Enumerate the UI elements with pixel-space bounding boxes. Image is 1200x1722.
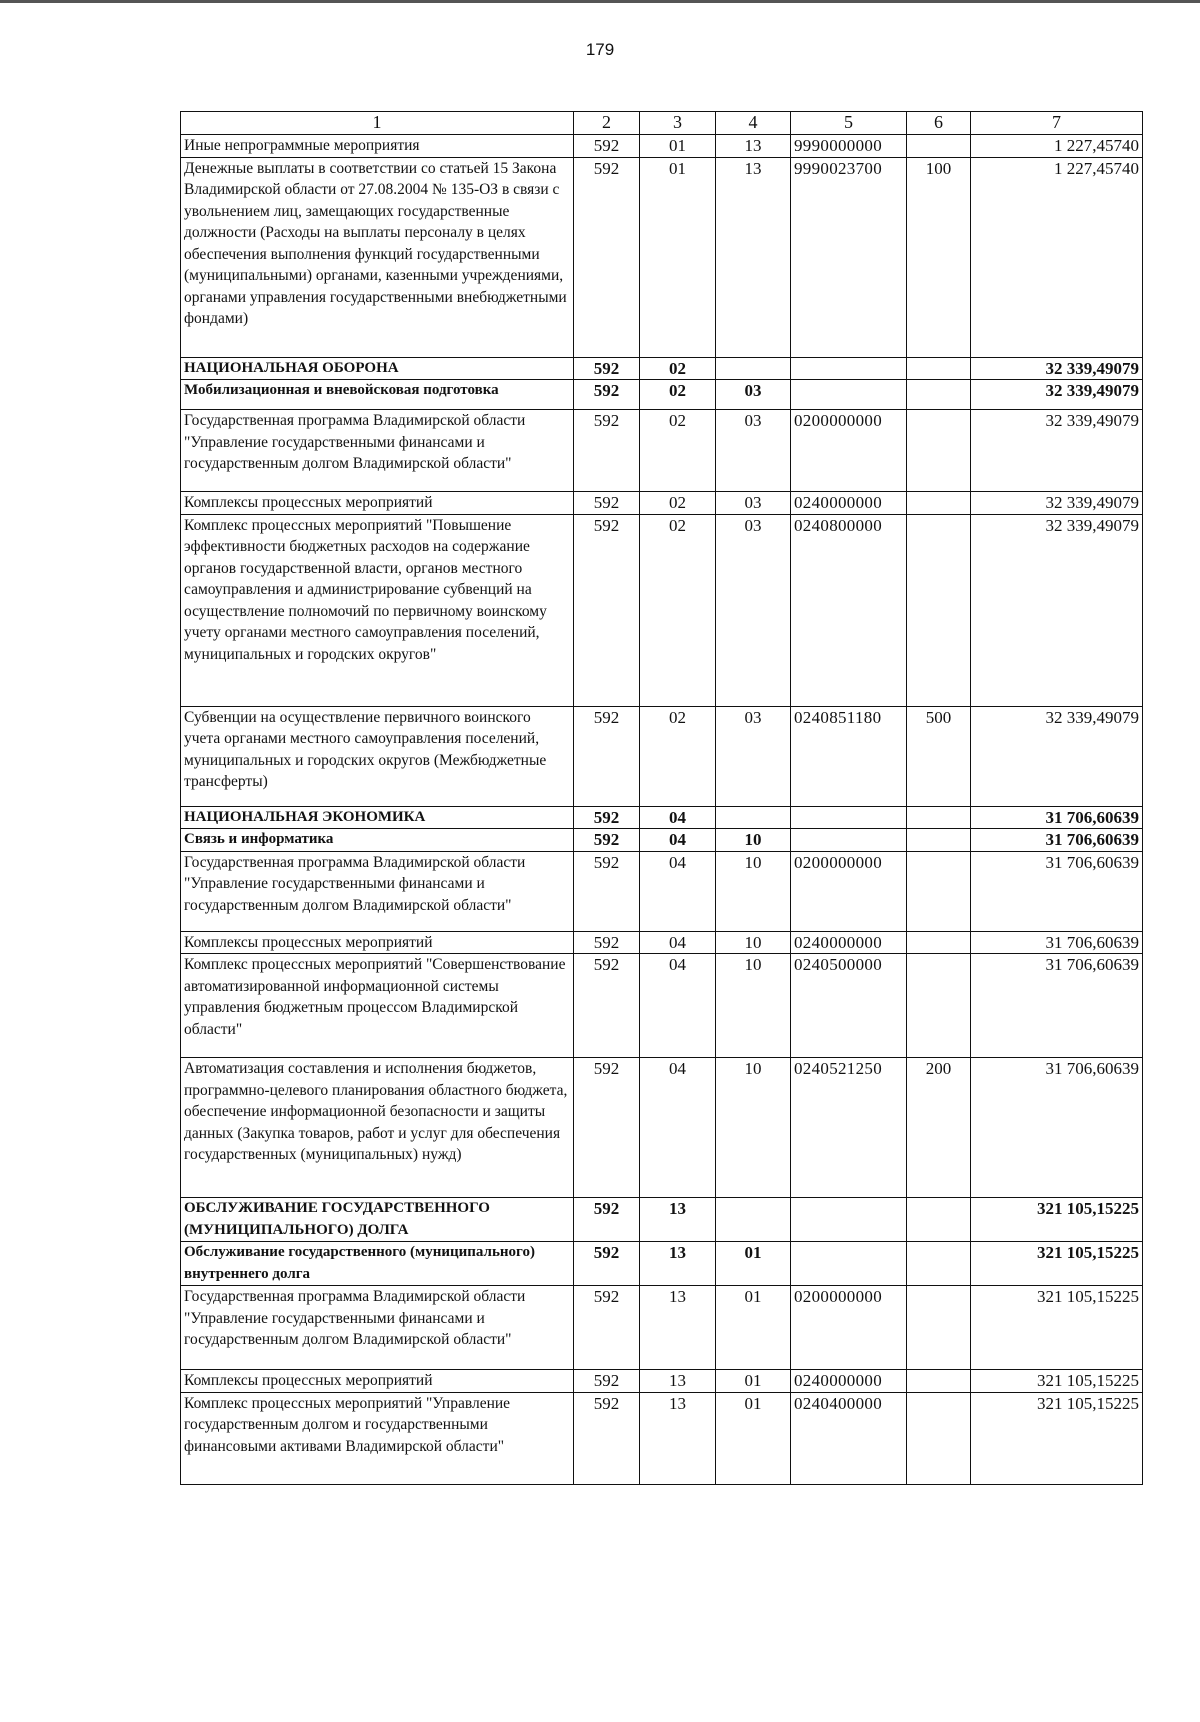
expense-type-code-cell <box>907 410 971 492</box>
section-code-cell: 02 <box>640 492 716 515</box>
amount-cell: 32 339,49079 <box>971 410 1143 492</box>
section-code-cell: 04 <box>640 851 716 931</box>
item-name-cell: НАЦИОНАЛЬНАЯ ОБОРОНА <box>181 357 574 380</box>
expense-type-code-cell <box>907 514 971 706</box>
section-code-cell: 02 <box>640 706 716 806</box>
section-code-cell: 13 <box>640 1198 716 1242</box>
expense-type-code-cell <box>907 954 971 1058</box>
section-code-cell: 04 <box>640 806 716 829</box>
amount-cell: 31 706,60639 <box>971 829 1143 852</box>
target-article-code-cell: 9990000000 <box>791 135 907 158</box>
target-article-code-cell: 0240851180 <box>791 706 907 806</box>
subsection-code-cell: 01 <box>716 1286 791 1370</box>
section-code-cell: 04 <box>640 954 716 1058</box>
section-code-cell: 02 <box>640 357 716 380</box>
expense-type-code-cell <box>907 135 971 158</box>
table-row <box>181 357 1143 380</box>
target-article-code-cell: 0240800000 <box>791 514 907 706</box>
table-row <box>181 514 1143 706</box>
target-article-code-cell: 0200000000 <box>791 410 907 492</box>
item-name-cell: ОБСЛУЖИВАНИЕ ГОСУДАРСТВЕННОГО (МУНИЦИПАЛЬНОГО) ДОЛГА <box>181 1198 574 1242</box>
subsection-code-cell: 03 <box>716 492 791 515</box>
amount-cell: 31 706,60639 <box>971 954 1143 1058</box>
expense-type-code-cell <box>907 492 971 515</box>
subsection-code-cell: 13 <box>716 135 791 158</box>
table-row <box>181 1286 1143 1370</box>
table-row <box>181 492 1143 515</box>
target-article-code-cell: 9990023700 <box>791 157 907 357</box>
column-header: 5 <box>791 112 907 135</box>
subsection-code-cell: 03 <box>716 514 791 706</box>
expense-type-code-cell: 200 <box>907 1058 971 1198</box>
subsection-code-cell: 03 <box>716 410 791 492</box>
section-code-cell: 04 <box>640 829 716 852</box>
section-code-cell: 02 <box>640 514 716 706</box>
amount-cell: 32 339,49079 <box>971 380 1143 410</box>
target-article-code-cell: 0200000000 <box>791 1286 907 1370</box>
section-code-cell: 01 <box>640 135 716 158</box>
grbs-code-cell: 592 <box>574 492 640 515</box>
subsection-code-cell: 10 <box>716 829 791 852</box>
expense-type-code-cell <box>907 806 971 829</box>
section-code-cell: 13 <box>640 1242 716 1286</box>
amount-cell: 32 339,49079 <box>971 706 1143 806</box>
item-name-cell: Обслуживание государственного (муниципального) внутреннего долга <box>181 1242 574 1286</box>
table-row <box>181 135 1143 158</box>
table-row <box>181 1198 1143 1242</box>
amount-cell: 32 339,49079 <box>971 514 1143 706</box>
amount-cell: 31 706,60639 <box>971 1058 1143 1198</box>
table-row <box>181 1370 1143 1393</box>
grbs-code-cell: 592 <box>574 1286 640 1370</box>
column-header: 2 <box>574 112 640 135</box>
expense-type-code-cell <box>907 1198 971 1242</box>
budget-table <box>180 111 1143 1485</box>
target-article-code-cell: 0240500000 <box>791 954 907 1058</box>
grbs-code-cell: 592 <box>574 514 640 706</box>
amount-cell: 31 706,60639 <box>971 931 1143 954</box>
expense-type-code-cell <box>907 851 971 931</box>
item-name-cell: Государственная программа Владимирской области "Управление государственными финансами и государственным долгом Владимирской области" <box>181 851 574 931</box>
section-code-cell: 02 <box>640 410 716 492</box>
expense-type-code-cell <box>907 1370 971 1393</box>
grbs-code-cell: 592 <box>574 1198 640 1242</box>
grbs-code-cell: 592 <box>574 1392 640 1484</box>
item-name-cell: Комплексы процессных мероприятий <box>181 492 574 515</box>
expense-type-code-cell <box>907 1286 971 1370</box>
item-name-cell: Государственная программа Владимирской области "Управление государственными финансами и государственным долгом Владимирской области" <box>181 410 574 492</box>
column-header: 4 <box>716 112 791 135</box>
item-name-cell: Мобилизационная и вневойсковая подготовка <box>181 380 574 410</box>
amount-cell: 32 339,49079 <box>971 357 1143 380</box>
expense-type-code-cell <box>907 931 971 954</box>
column-header: 7 <box>971 112 1143 135</box>
subsection-code-cell: 03 <box>716 380 791 410</box>
section-code-cell: 13 <box>640 1392 716 1484</box>
item-name-cell: Комплексы процессных мероприятий <box>181 931 574 954</box>
target-article-code-cell: 0200000000 <box>791 851 907 931</box>
table-row <box>181 1058 1143 1198</box>
item-name-cell: Автоматизация составления и исполнения бюджетов, программно-целевого планирования областного бюджета, обеспечение информационной безопасности и защиты данных (Закупка товаров, работ и услуг для обеспечения государственных (муниципальных) нужд) <box>181 1058 574 1198</box>
target-article-code-cell: 0240400000 <box>791 1392 907 1484</box>
column-header: 1 <box>181 112 574 135</box>
subsection-code-cell: 01 <box>716 1370 791 1393</box>
section-code-cell: 02 <box>640 380 716 410</box>
grbs-code-cell: 592 <box>574 829 640 852</box>
grbs-code-cell: 592 <box>574 1370 640 1393</box>
amount-cell: 321 105,15225 <box>971 1370 1143 1393</box>
target-article-code-cell <box>791 1242 907 1286</box>
grbs-code-cell: 592 <box>574 954 640 1058</box>
column-header: 3 <box>640 112 716 135</box>
amount-cell: 321 105,15225 <box>971 1198 1143 1242</box>
table-row <box>181 706 1143 806</box>
amount-cell: 32 339,49079 <box>971 492 1143 515</box>
section-code-cell: 04 <box>640 1058 716 1198</box>
table-row <box>181 851 1143 931</box>
grbs-code-cell: 592 <box>574 380 640 410</box>
table-row <box>181 410 1143 492</box>
subsection-code-cell: 13 <box>716 157 791 357</box>
expense-type-code-cell <box>907 357 971 380</box>
column-header: 6 <box>907 112 971 135</box>
table-row <box>181 1242 1143 1286</box>
amount-cell: 321 105,15225 <box>971 1286 1143 1370</box>
target-article-code-cell: 0240521250 <box>791 1058 907 1198</box>
item-name-cell: Комплекс процессных мероприятий "Совершенствование автоматизированной информационной системы управления бюджетным процессом Владимирской области" <box>181 954 574 1058</box>
target-article-code-cell: 0240000000 <box>791 492 907 515</box>
section-code-cell: 04 <box>640 931 716 954</box>
page-number: 179 <box>585 40 615 59</box>
subsection-code-cell <box>716 1198 791 1242</box>
amount-cell: 31 706,60639 <box>971 806 1143 829</box>
target-article-code-cell <box>791 380 907 410</box>
table-row <box>181 954 1143 1058</box>
subsection-code-cell: 10 <box>716 851 791 931</box>
subsection-code-cell: 10 <box>716 1058 791 1198</box>
grbs-code-cell: 592 <box>574 157 640 357</box>
subsection-code-cell: 01 <box>716 1392 791 1484</box>
table-row <box>181 806 1143 829</box>
subsection-code-cell: 01 <box>716 1242 791 1286</box>
table-body <box>181 112 1143 1485</box>
scan-edge-top <box>0 0 1200 3</box>
section-code-cell: 01 <box>640 157 716 357</box>
expense-type-code-cell <box>907 1392 971 1484</box>
table-row <box>181 380 1143 410</box>
grbs-code-cell: 592 <box>574 357 640 380</box>
grbs-code-cell: 592 <box>574 706 640 806</box>
expense-type-code-cell: 100 <box>907 157 971 357</box>
amount-cell: 321 105,15225 <box>971 1392 1143 1484</box>
target-article-code-cell <box>791 357 907 380</box>
amount-cell: 321 105,15225 <box>971 1242 1143 1286</box>
grbs-code-cell: 592 <box>574 1058 640 1198</box>
item-name-cell: Государственная программа Владимирской области "Управление государственными финансами и государственным долгом Владимирской области" <box>181 1286 574 1370</box>
amount-cell: 1 227,45740 <box>971 135 1143 158</box>
grbs-code-cell: 592 <box>574 931 640 954</box>
amount-cell: 31 706,60639 <box>971 851 1143 931</box>
section-code-cell: 13 <box>640 1286 716 1370</box>
expense-type-code-cell <box>907 380 971 410</box>
expense-type-code-cell: 500 <box>907 706 971 806</box>
target-article-code-cell: 0240000000 <box>791 931 907 954</box>
subsection-code-cell: 10 <box>716 931 791 954</box>
item-name-cell: НАЦИОНАЛЬНАЯ ЭКОНОМИКА <box>181 806 574 829</box>
amount-cell: 1 227,45740 <box>971 157 1143 357</box>
subsection-code-cell <box>716 806 791 829</box>
target-article-code-cell: 0240000000 <box>791 1370 907 1393</box>
subsection-code-cell: 03 <box>716 706 791 806</box>
grbs-code-cell: 592 <box>574 806 640 829</box>
table-header-row <box>181 112 1143 135</box>
item-name-cell: Комплекс процессных мероприятий "Управление государственным долгом и государственными финансовыми активами Владимирской области" <box>181 1392 574 1484</box>
subsection-code-cell: 10 <box>716 954 791 1058</box>
grbs-code-cell: 592 <box>574 1242 640 1286</box>
table-row <box>181 829 1143 852</box>
table-row <box>181 931 1143 954</box>
target-article-code-cell <box>791 806 907 829</box>
subsection-code-cell <box>716 357 791 380</box>
grbs-code-cell: 592 <box>574 410 640 492</box>
item-name-cell: Комплексы процессных мероприятий <box>181 1370 574 1393</box>
grbs-code-cell: 592 <box>574 851 640 931</box>
target-article-code-cell <box>791 829 907 852</box>
table-row <box>181 1392 1143 1484</box>
expense-type-code-cell <box>907 1242 971 1286</box>
item-name-cell: Субвенции на осуществление первичного воинского учета органами местного самоуправления поселений, муниципальных и городских округов (Межбюджетные трансферты) <box>181 706 574 806</box>
grbs-code-cell: 592 <box>574 135 640 158</box>
target-article-code-cell <box>791 1198 907 1242</box>
section-code-cell: 13 <box>640 1370 716 1393</box>
item-name-cell: Иные непрограммные мероприятия <box>181 135 574 158</box>
table-row <box>181 157 1143 357</box>
expense-type-code-cell <box>907 829 971 852</box>
item-name-cell: Связь и информатика <box>181 829 574 852</box>
item-name-cell: Денежные выплаты в соответствии со статьей 15 Закона Владимирской области от 27.08.2004 № 135-ОЗ в связи с увольнением лиц, замещающих государственные должности (Расходы на выплаты персоналу в целях обеспечения выполнения функций государственными (муниципальными) органами, казенными учреждениями, органами управления государственными внебюджетными фондами) <box>181 157 574 357</box>
item-name-cell: Комплекс процессных мероприятий "Повышение эффективности бюджетных расходов на содержание органов государственной власти, органов местного самоуправления и администрирование субвенций на осуществление полномочий по первичному воинскому учету органами местного самоуправления поселений, муниципальных и городских округов" <box>181 514 574 706</box>
